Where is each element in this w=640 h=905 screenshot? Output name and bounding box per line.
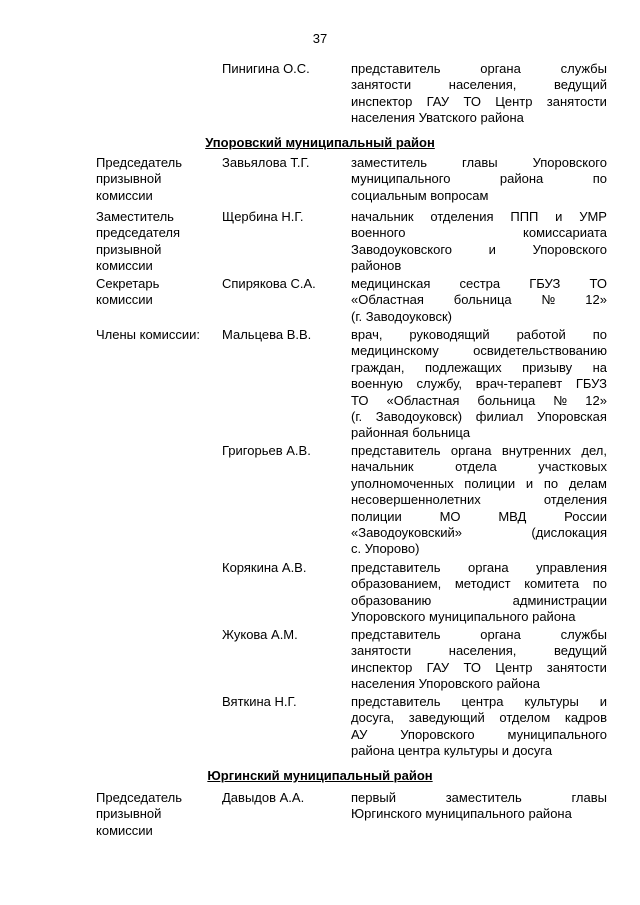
member-role-line: комиссии (96, 258, 153, 274)
member-position-line: начальник отдела участковых (351, 459, 607, 475)
member-position-line: медицинскому освидетельствованию (351, 343, 607, 359)
member-position-line: АУ Упоровского муниципального (351, 726, 607, 742)
member-role-line: Заместитель (96, 209, 174, 224)
member-role-line: комиссии (96, 187, 153, 203)
member-position (351, 155, 607, 204)
member-name: Давыдов А.А. (222, 790, 305, 805)
member-role (96, 327, 218, 343)
member-position (351, 209, 607, 275)
member-position-line: полиции МО МВД России (351, 508, 607, 524)
member-position-line: занятости населения, ведущий (351, 643, 607, 659)
member-position (351, 327, 607, 442)
member-role-line: комиссии (96, 292, 153, 308)
member-position-line: представитель органа внутренних дел, (351, 443, 607, 458)
member-position-line: медицинская сестра ГБУЗ ТО (351, 276, 607, 291)
member-role (96, 790, 218, 839)
member-position-line: представитель органа службы (351, 627, 607, 642)
member-position (351, 276, 607, 325)
member-position-line: социальным вопросам (351, 187, 489, 203)
member-position-line: досуга, заведующий отделом кадров (351, 710, 607, 726)
member-position-line: образованию администрации (351, 592, 607, 608)
member-position-line: Заводоуковского и Упоровского (351, 241, 607, 257)
member-position-line: несовершеннолетних отделения (351, 492, 607, 508)
member-position-line: военную службу, врач-терапевт ГБУЗ (351, 376, 607, 392)
section-title: Юргинский муниципальный район (207, 768, 433, 783)
member-position-line: Юргинского муниципального района (351, 806, 572, 822)
member-position-line: районов (351, 258, 402, 274)
member-position-line: районная больница (351, 425, 471, 441)
member-position-line: (г. Заводоуковск) (351, 308, 453, 324)
member-position (351, 627, 607, 693)
member-name: Щербина Н.Г. (222, 209, 304, 224)
member-position (351, 560, 607, 626)
member-position-line: военного комиссариата (351, 225, 607, 241)
member-position-line: «Заводоуковский» (дислокация (351, 525, 607, 541)
member-position (351, 61, 607, 127)
member-name: Спирякова С.А. (222, 276, 316, 291)
member-position-line: представитель органа управления (351, 560, 607, 575)
member-position-line: ТО «Областная больница № 12» (351, 392, 607, 408)
member-position-line: начальник отделения ППП и УМР (351, 209, 607, 224)
member-position-line: (г. Заводоуковск) филиал Упоровская (351, 409, 607, 425)
member-role-line: комиссии (96, 822, 153, 838)
page-number: 37 (312, 31, 328, 46)
member-position (351, 694, 607, 760)
member-name: Григорьев А.В. (222, 443, 311, 458)
member-position-line: района центра культуры и досуга (351, 743, 553, 759)
member-position-line: инспектор ГАУ ТО Центр занятости (351, 659, 607, 675)
member-name: Пинигина О.С. (222, 61, 310, 76)
member-position-line: населения Уватского района (351, 110, 524, 126)
member-position-line: представитель органа службы (351, 61, 607, 76)
member-name: Вяткина Н.Г. (222, 694, 297, 709)
member-role-line: председателя (96, 225, 181, 241)
member-position (351, 790, 607, 823)
member-position-line: уполномоченных полиции и по делам (351, 475, 607, 491)
member-role (96, 209, 218, 275)
member-role-line: призывной (96, 241, 162, 257)
member-role-line: Секретарь (96, 276, 160, 291)
member-position-line: образованием, методист комитета по (351, 576, 607, 592)
member-position-line: первый заместитель главы (351, 790, 607, 805)
member-position-line: представитель центра культуры и (351, 694, 607, 709)
member-role-line: Председатель (96, 155, 183, 170)
member-position-line: «Областная больница № 12» (351, 292, 607, 308)
member-position-line: с. Упорово) (351, 541, 420, 557)
member-name: Корякина А.В. (222, 560, 307, 575)
member-role-line: Члены комиссии: (96, 327, 201, 342)
member-position-line: граждан, подлежащих призыву на (351, 359, 607, 375)
member-position (351, 443, 607, 558)
member-position-line: заместитель главы Упоровского (351, 155, 607, 170)
member-position-line: врач, руководящий работой по (351, 327, 607, 342)
member-position-line: занятости населения, ведущий (351, 77, 607, 93)
member-position-line: населения Упоровского района (351, 676, 541, 692)
member-position-line: муниципального района по (351, 171, 607, 187)
member-role (96, 276, 218, 309)
member-role-line: призывной (96, 171, 162, 187)
member-role-line: призывной (96, 806, 162, 822)
section-title: Упоровский муниципальный район (205, 135, 435, 150)
member-position-line: Упоровского муниципального района (351, 609, 576, 625)
member-name: Жукова А.М. (222, 627, 298, 642)
member-role-line: Председатель (96, 790, 183, 805)
member-name: Мальцева В.В. (222, 327, 312, 342)
member-position-line: инспектор ГАУ ТО Центр занятости (351, 93, 607, 109)
member-name: Завьялова Т.Г. (222, 155, 310, 170)
member-role (96, 155, 218, 204)
